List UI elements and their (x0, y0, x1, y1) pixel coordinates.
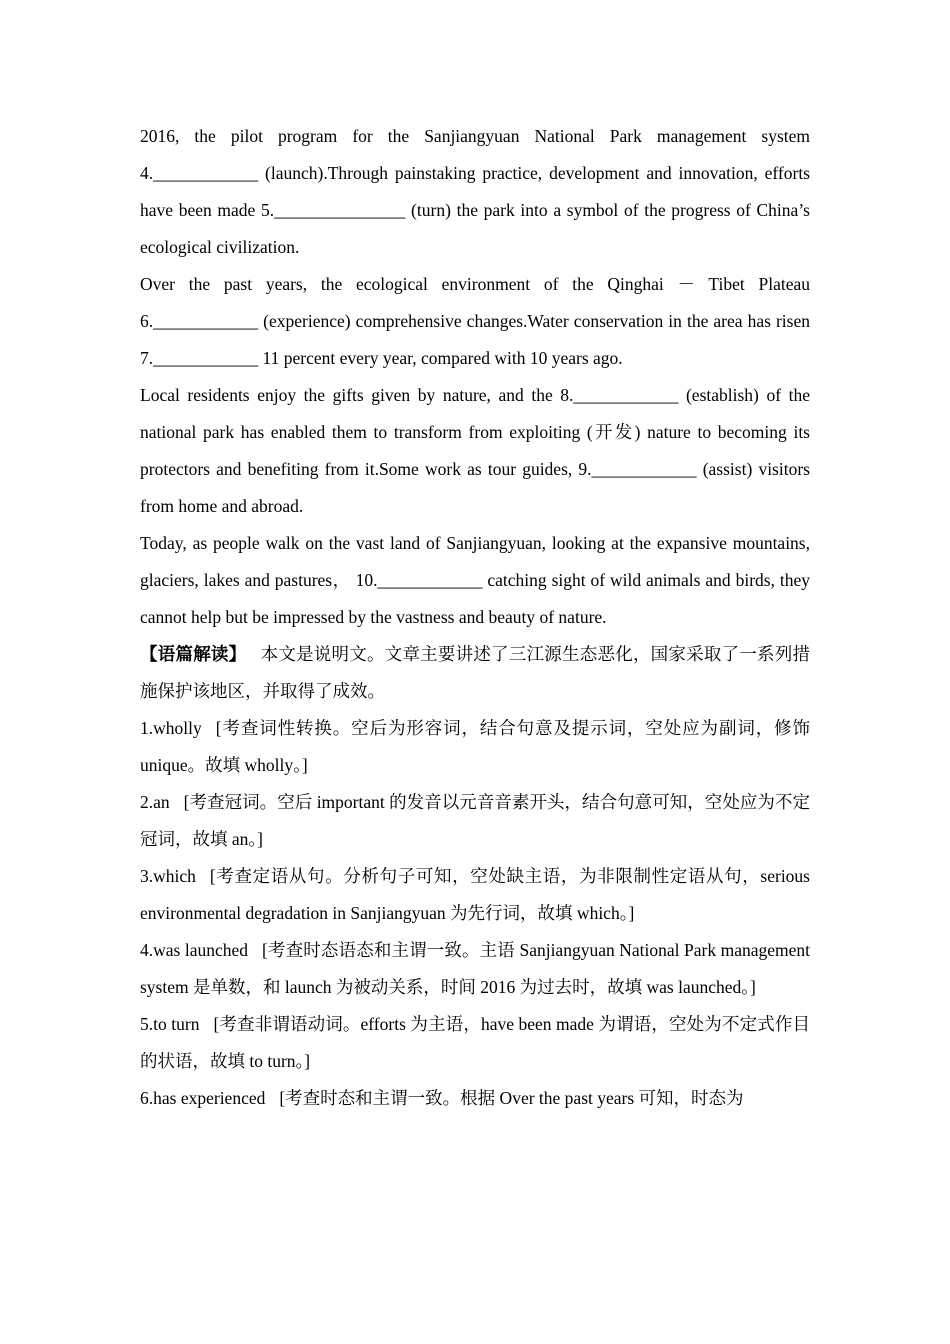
answer-item-4 (140, 932, 810, 1006)
passage-paragraph-2: Over the past years, the ecological environment of the Qinghai － Tibet Plateau 6.____________ (experience) comprehensive changes.Water conservation in the area has risen 7.____________ 11 percent every year, compared with 10 years ago. (140, 274, 810, 368)
answer-key: 2.an (140, 792, 170, 812)
answer-key: 6.has experienced (140, 1088, 266, 1108)
answer-item-2 (140, 784, 810, 858)
passage-paragraph-4: Today, as people walk on the vast land of Sanjiangyuan, looking at the expansive mountains, glaciers, lakes and pastures， 10.____________ catching sight of wild animals and birds, they cannot help but be impressed by the vastness and beauty of nature. (140, 533, 810, 627)
answer-explanation: [考查时态和主谓一致。根据 Over the past years 可知，时态为 (279, 1088, 744, 1108)
passage-paragraph-1: 2016, the pilot program for the Sanjiangyuan National Park management system 4.____________ (launch).Through painstaking practice, development and innovation, efforts have been made 5._______________ (turn) the park into a symbol of the progress of China’s ecological civilization. (140, 126, 810, 257)
answer-explanation: [考查冠词。空后 important 的发音以元音音素开头，结合句意可知，空处应为不定冠词，故填 an。] (140, 792, 810, 849)
discourse-analysis-text: 本文是说明文。文章主要讲述了三江源生态恶化，国家采取了一系列措施保护该地区，并取得了成效。 (140, 644, 811, 701)
answer-key: 4.was launched (140, 940, 249, 960)
answer-item-6 (140, 1080, 810, 1117)
discourse-analysis (140, 636, 810, 710)
discourse-analysis-label: 【语篇解读】 (140, 644, 247, 664)
answer-key: 1.wholly (140, 718, 202, 738)
answer-item-3 (140, 858, 810, 932)
answer-explanation: [考查非谓语动词。efforts 为主语，have been made 为谓语，空处为不定式作目的状语，故填 to turn。] (140, 1014, 810, 1071)
document-body (140, 118, 810, 1117)
answer-explanation: [考查定语从句。分析句子可知，空处缺主语，为非限制性定语从句，serious environmental degradation in Sanjiangyuan 为先行词，故填 which。] (140, 866, 810, 923)
answer-item-1 (140, 710, 810, 784)
answer-explanation: [考查词性转换。空后为形容词，结合句意及提示词，空处应为副词，修饰 unique。故填 wholly。] (140, 718, 810, 775)
answer-key: 5.to turn (140, 1014, 200, 1034)
answer-explanation: [考查时态语态和主谓一致。主语 Sanjiangyuan National Park management system 是单数，和 launch 为被动关系，时间 2016 为过去时，故填 was launched。] (140, 940, 811, 997)
answer-item-5 (140, 1006, 810, 1080)
passage-paragraph-3: Local residents enjoy the gifts given by nature, and the 8.____________ (establish) of the national park has enabled them to transform from exploiting (开发) nature to becoming its protectors and benefiting from it.Some work as tour guides, 9.____________ (assist) visitors from home and abroad. (140, 385, 810, 516)
answer-key: 3.which (140, 866, 196, 886)
